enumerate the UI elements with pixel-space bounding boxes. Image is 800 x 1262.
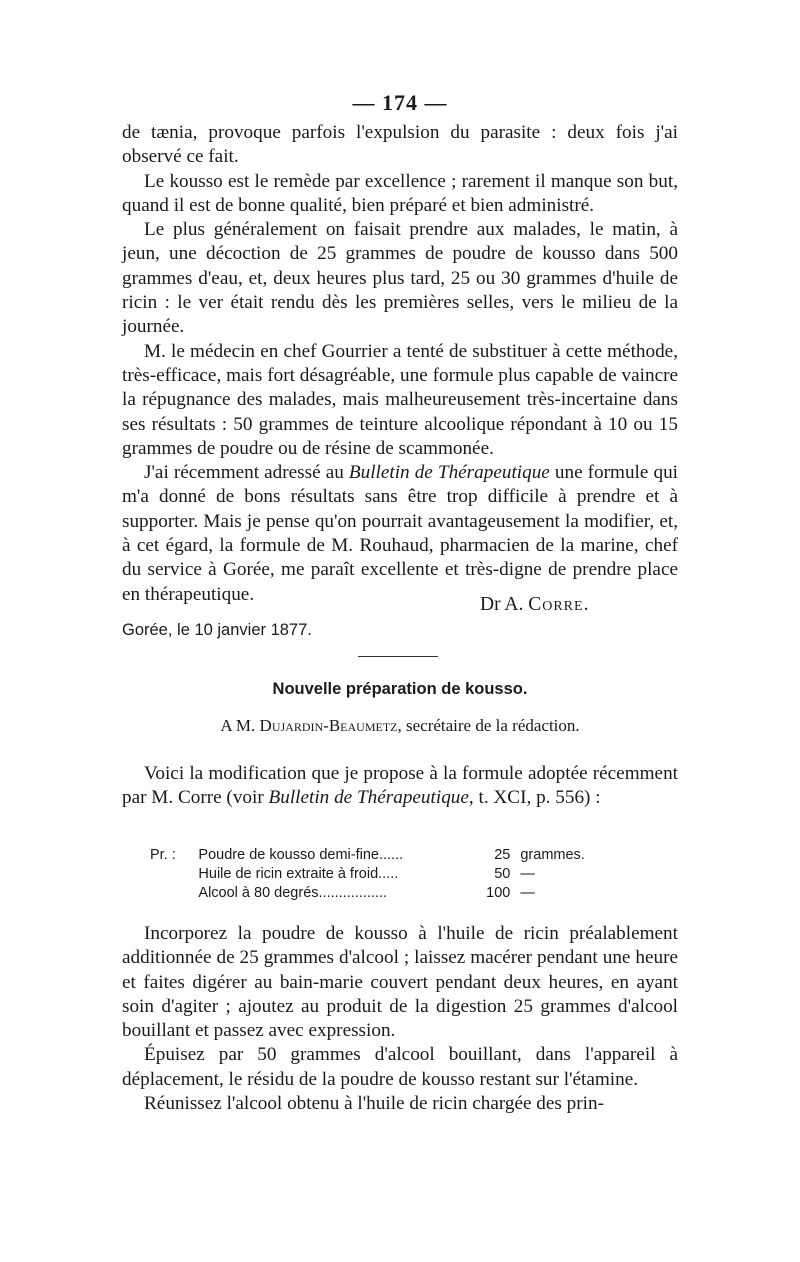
page-number: — 174 — (352, 90, 448, 115)
paragraph: Incorporez la poudre de kousso à l'huile de ricin préalablement additionnée de 25 grammes d'alcool ; laissez macérer pendant une heure et faites digérer au bain-marie couvert pendant deux heures, en ayant soin d'agiter ; ajoutez au produit de la digestion 25 grammes d'alcool bouillant et passez avec expression. (122, 923, 678, 1042)
section-body-1 (122, 121, 678, 607)
section-intro (122, 762, 678, 811)
paragraph (122, 762, 678, 811)
recipe-prefix (150, 884, 198, 903)
paragraph: Épuisez par 50 grammes d'alcool bouillant, dans l'appareil à déplacement, le résidu de la poudre de kousso restant sur l'étamine. (122, 1044, 678, 1090)
paragraph (122, 461, 678, 607)
paragraph: Le plus généralement on faisait prendre aux malades, le matin, à jeun, une décoction de 25 grammes de poudre de kousso dans 500 grammes d'eau, et, deux heures plus tard, 25 ou 30 grammes d'huile de ricin : le ver était rendu dès les premières selles, vers le milieu de la journée. (122, 219, 678, 338)
paragraph: Réunissez l'alcool obtenu à l'huile de ricin chargée des prin- (144, 1093, 604, 1115)
recipe-row (150, 884, 610, 903)
section-divider (358, 656, 438, 657)
recipe-quantity: 100 (486, 885, 511, 901)
recipe-quantity: 25 (494, 847, 511, 863)
recipe-row (150, 865, 610, 884)
dateline: Gorée, le 10 janvier 1877. (122, 621, 312, 639)
dedication-suffix: , secrétaire de la rédaction. (397, 716, 580, 735)
recipe-quantity: 50 (494, 866, 511, 882)
paragraph: M. le médecin en chef Gourrier a tenté de substituer à cette méthode, très-efficace, mais fort désagréable, une formule plus capable de vaincre la répugnance des malades, mais malheureusement très-incertaine dans ses résultats : 50 grammes de teinture alcoolique répondant à 10 ou 15 grammes de poudre ou de résine de scammonée. (122, 340, 678, 459)
signature-name: Corre. (528, 594, 590, 615)
recipe-row (150, 846, 610, 865)
text-run: Voici la modification que je propose à la formule adoptée récemment par M. Corre (voir (122, 763, 678, 809)
paragraph: Le kousso est le remède par excellence ; rarement il manque son but, quand il est de bonne qualité, bien préparé et bien administré. (122, 170, 678, 216)
signature-title: Dr A. (480, 594, 524, 615)
journal-title: Bulletin de Thérapeutique (348, 462, 550, 484)
dedication-prefix: A M. (220, 716, 260, 735)
recipe-ingredient: Poudre de kousso demi-fine...... (198, 847, 404, 863)
recipe-ingredient: Alcool à 80 degrés................. (198, 885, 387, 901)
text-run: J'ai récemment adressé au (144, 462, 349, 484)
recipe-prefix (150, 865, 198, 884)
section-body-2 (122, 922, 678, 1116)
recipe-unit: — (520, 885, 535, 901)
article-heading: Nouvelle préparation de kousso. (272, 680, 528, 698)
recipe-unit: — (520, 866, 535, 882)
text-run: , t. XCI, p. 556) : (468, 787, 601, 809)
dedication (0, 716, 800, 736)
paragraph: de tænia, provoque parfois l'expulsion du parasite : deux fois j'ai observé ce fait. (122, 122, 678, 168)
journal-title: Bulletin de Thérapeutique (268, 787, 469, 809)
recipe-prefix: Pr. : (150, 847, 176, 863)
text-run: une formule qui m'a donné de bons résultats sans être trop difficile à prendre et à supporter. Mais je pense qu'on pourrait avantageusement la modifier, et, à cet égard, la formule de M. Rouhaud, pharmacien de la marine, chef du service à Gorée, me paraît excellente et très-digne de prendre place en thérapeutique. (122, 462, 678, 605)
recipe-ingredient: Huile de ricin extraite à froid..... (198, 866, 399, 882)
recipe-unit: grammes. (520, 847, 585, 863)
author-signature (480, 594, 589, 616)
recipe-table (150, 846, 610, 903)
dedicatee-name: Dujardin-Beaumetz (259, 716, 398, 735)
